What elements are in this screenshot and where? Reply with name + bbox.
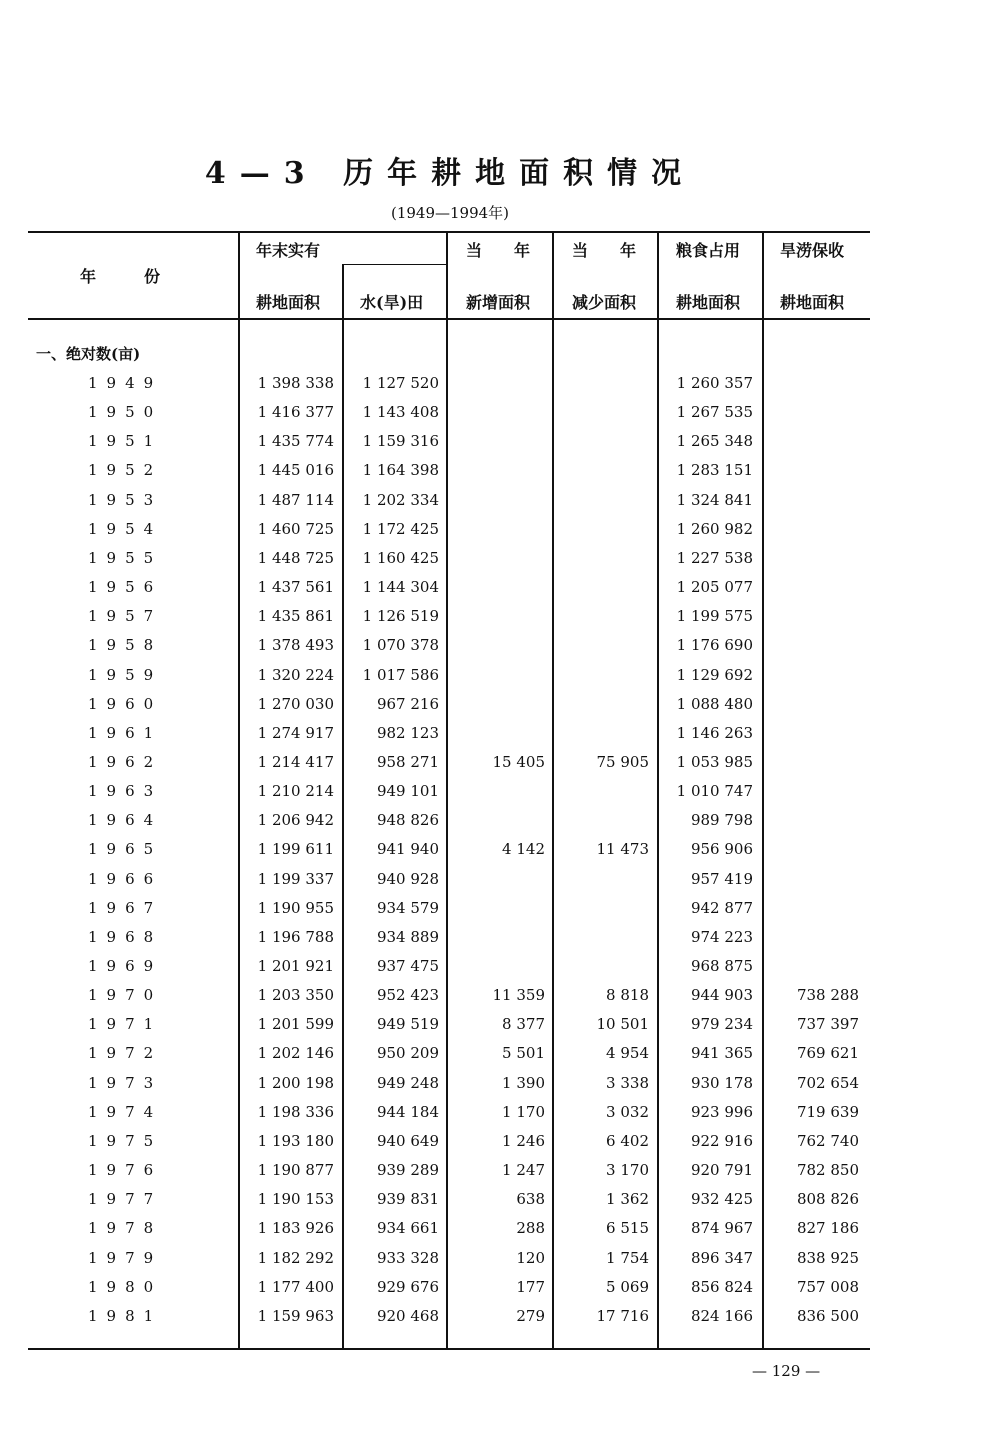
cell-c2: 949 519 bbox=[376, 1015, 439, 1034]
cell-year: 1966 bbox=[88, 869, 163, 888]
cell-c1: 1 190 877 bbox=[257, 1161, 334, 1180]
cell-c4: 3 338 bbox=[606, 1073, 649, 1092]
cell-year: 1963 bbox=[88, 782, 163, 801]
cell-c3: 1 170 bbox=[502, 1102, 545, 1121]
cell-year: 1956 bbox=[88, 578, 163, 597]
cell-c6: 719 639 bbox=[796, 1102, 859, 1121]
header-col4: 减少面积 bbox=[572, 293, 637, 312]
cell-c3: 5 501 bbox=[502, 1044, 545, 1063]
cell-c5: 1 205 077 bbox=[676, 578, 753, 597]
cell-c3: 4 142 bbox=[502, 840, 545, 859]
cell-c1: 1 487 114 bbox=[257, 490, 334, 509]
page-number: — 129 — bbox=[752, 1362, 821, 1380]
cell-year: 1960 bbox=[88, 694, 163, 713]
cell-c1: 1 274 917 bbox=[257, 723, 334, 742]
cell-c5: 1 260 357 bbox=[676, 374, 753, 392]
section-label: 一、绝对数(亩) bbox=[36, 345, 141, 363]
cell-c1: 1 203 350 bbox=[257, 986, 334, 1005]
cell-c2: 1 159 316 bbox=[362, 432, 439, 451]
cell-c5: 896 347 bbox=[690, 1248, 753, 1267]
cell-c2: 929 676 bbox=[376, 1277, 439, 1296]
table-row bbox=[0, 397, 1000, 426]
cell-c1: 1 320 224 bbox=[257, 665, 334, 684]
cell-c1: 1 437 561 bbox=[257, 578, 334, 597]
cell-c3: 120 bbox=[516, 1248, 545, 1267]
table-row bbox=[0, 893, 1000, 922]
cell-c2: 982 123 bbox=[376, 723, 439, 742]
table-row bbox=[0, 1213, 1000, 1242]
cell-c1: 1 199 611 bbox=[257, 840, 334, 859]
cell-c5: 957 419 bbox=[690, 869, 753, 888]
cell-c1: 1 159 963 bbox=[257, 1306, 334, 1325]
cell-year: 1959 bbox=[88, 665, 163, 684]
cell-c2: 958 271 bbox=[376, 752, 439, 771]
cell-year: 1965 bbox=[88, 840, 163, 859]
cell-c2: 1 017 586 bbox=[362, 665, 439, 684]
cell-c2: 1 144 304 bbox=[362, 578, 439, 597]
cell-year: 1964 bbox=[88, 811, 163, 830]
cell-c5: 968 875 bbox=[690, 957, 753, 975]
cell-c6: 808 826 bbox=[796, 1190, 859, 1209]
header-year: 年 份 bbox=[80, 267, 161, 286]
cell-c5: 1 227 538 bbox=[676, 548, 753, 567]
table-row bbox=[0, 1243, 1000, 1272]
cell-c2: 949 248 bbox=[376, 1073, 439, 1092]
table-row bbox=[0, 543, 1000, 572]
cell-c1: 1 196 788 bbox=[257, 927, 334, 946]
cell-c5: 1 324 841 bbox=[676, 490, 753, 509]
cell-c4: 6 515 bbox=[606, 1219, 649, 1238]
cell-c1: 1 460 725 bbox=[257, 519, 334, 538]
cell-c4: 3 170 bbox=[606, 1161, 649, 1180]
table-row bbox=[0, 455, 1000, 484]
cell-c2: 1 202 334 bbox=[362, 490, 439, 509]
cell-c3: 1 390 bbox=[502, 1073, 545, 1092]
cell-c5: 923 996 bbox=[690, 1102, 753, 1121]
cell-c1: 1 193 180 bbox=[257, 1131, 334, 1150]
cell-c1: 1 435 861 bbox=[257, 607, 334, 626]
cell-c4: 10 501 bbox=[596, 1015, 649, 1034]
cell-c5: 1 199 575 bbox=[676, 607, 753, 626]
table-row bbox=[0, 747, 1000, 776]
cell-year: 1952 bbox=[88, 461, 163, 480]
cell-year: 1954 bbox=[88, 519, 163, 538]
table-row bbox=[0, 805, 1000, 834]
cell-c6: 838 925 bbox=[796, 1248, 859, 1267]
cell-c4: 17 716 bbox=[596, 1306, 649, 1325]
cell-c2: 948 826 bbox=[376, 811, 439, 830]
table-row bbox=[0, 1126, 1000, 1155]
table-row bbox=[0, 864, 1000, 893]
cell-c6: 836 500 bbox=[796, 1306, 859, 1325]
cell-c3: 1 246 bbox=[502, 1131, 545, 1150]
cell-c2: 952 423 bbox=[376, 986, 439, 1005]
table-row bbox=[0, 718, 1000, 747]
cell-year: 1970 bbox=[88, 986, 163, 1005]
cell-c5: 1 267 535 bbox=[676, 403, 753, 422]
cell-year: 1971 bbox=[88, 1015, 163, 1034]
cell-c3: 177 bbox=[516, 1277, 545, 1296]
cell-year: 1950 bbox=[88, 403, 163, 422]
cell-c5: 1 053 985 bbox=[676, 752, 753, 771]
cell-c5: 942 877 bbox=[690, 898, 753, 917]
cell-c2: 939 289 bbox=[376, 1161, 439, 1180]
top-rule bbox=[28, 231, 870, 233]
cell-c1: 1 182 292 bbox=[257, 1248, 334, 1267]
table-row bbox=[0, 1068, 1000, 1097]
cell-c5: 922 916 bbox=[690, 1131, 753, 1150]
cell-c3: 1 247 bbox=[502, 1161, 545, 1180]
cell-c1: 1 206 942 bbox=[257, 811, 334, 830]
cell-c1: 1 202 146 bbox=[257, 1044, 334, 1063]
table-row bbox=[0, 1097, 1000, 1126]
cell-c5: 941 365 bbox=[690, 1044, 753, 1063]
cell-c1: 1 201 921 bbox=[257, 957, 334, 975]
cell-c4: 8 818 bbox=[606, 986, 649, 1005]
table-row bbox=[0, 630, 1000, 659]
cell-c6: 827 186 bbox=[796, 1219, 859, 1238]
cell-c5: 979 234 bbox=[690, 1015, 753, 1034]
table-row bbox=[0, 660, 1000, 689]
cell-c6: 762 740 bbox=[796, 1131, 859, 1150]
header-col5-top: 粮食占用 bbox=[676, 241, 741, 260]
table-row bbox=[0, 834, 1000, 863]
cell-c5: 1 283 151 bbox=[676, 461, 753, 480]
cell-year: 1953 bbox=[88, 490, 163, 509]
cell-year: 1981 bbox=[88, 1306, 163, 1325]
cell-c1: 1 190 955 bbox=[257, 898, 334, 917]
cell-c4: 3 032 bbox=[606, 1102, 649, 1121]
table-row bbox=[0, 601, 1000, 630]
cell-c5: 974 223 bbox=[690, 927, 753, 946]
cell-c6: 702 654 bbox=[796, 1073, 859, 1092]
cell-c1: 1 398 338 bbox=[257, 374, 334, 392]
header-col3-top: 当 年 bbox=[466, 241, 531, 260]
header-col3: 新增面积 bbox=[466, 293, 531, 312]
cell-c2: 1 126 519 bbox=[362, 607, 439, 626]
cell-c2: 934 661 bbox=[376, 1219, 439, 1238]
cell-c1: 1 270 030 bbox=[257, 694, 334, 713]
cell-c3: 279 bbox=[516, 1306, 545, 1325]
cell-c5: 1 010 747 bbox=[676, 782, 753, 801]
cell-c2: 920 468 bbox=[376, 1306, 439, 1325]
cell-c1: 1 201 599 bbox=[257, 1015, 334, 1034]
cell-c4: 5 069 bbox=[606, 1277, 649, 1296]
table-row bbox=[0, 1009, 1000, 1038]
cell-year: 1958 bbox=[88, 636, 163, 655]
cell-year: 1955 bbox=[88, 548, 163, 567]
cell-c5: 930 178 bbox=[690, 1073, 753, 1092]
table-row bbox=[0, 572, 1000, 601]
cell-c6: 769 621 bbox=[796, 1044, 859, 1063]
table-row bbox=[0, 1184, 1000, 1213]
table-row bbox=[0, 980, 1000, 1009]
cell-c5: 944 903 bbox=[690, 986, 753, 1005]
cell-year: 1978 bbox=[88, 1219, 163, 1238]
cell-c2: 933 328 bbox=[376, 1248, 439, 1267]
table-row bbox=[0, 776, 1000, 805]
cell-c1: 1 183 926 bbox=[257, 1219, 334, 1238]
header-col1: 耕地面积 bbox=[256, 293, 321, 312]
cell-c2: 1 070 378 bbox=[362, 636, 439, 655]
cell-year: 1979 bbox=[88, 1248, 163, 1267]
cell-c2: 950 209 bbox=[376, 1044, 439, 1063]
cell-c2: 934 889 bbox=[376, 927, 439, 946]
cell-year: 1976 bbox=[88, 1161, 163, 1180]
table-row bbox=[0, 1155, 1000, 1184]
header-bottom-rule bbox=[28, 318, 870, 320]
table-title: 4—3 历年耕地面积情况 bbox=[204, 156, 696, 191]
cell-c5: 932 425 bbox=[690, 1190, 753, 1209]
table-row bbox=[0, 689, 1000, 718]
cell-year: 1957 bbox=[88, 607, 163, 626]
cell-c1: 1 190 153 bbox=[257, 1190, 334, 1209]
bottom-rule bbox=[28, 1348, 870, 1350]
cell-c2: 1 143 408 bbox=[362, 403, 439, 422]
group-rule bbox=[343, 264, 447, 265]
cell-c1: 1 378 493 bbox=[257, 636, 334, 655]
cell-c1: 1 416 377 bbox=[257, 403, 334, 422]
cell-c4: 1 362 bbox=[606, 1190, 649, 1209]
cell-c2: 939 831 bbox=[376, 1190, 439, 1209]
cell-c4: 75 905 bbox=[596, 752, 649, 771]
cell-c3: 8 377 bbox=[502, 1015, 545, 1034]
cell-year: 1975 bbox=[88, 1131, 163, 1150]
cell-c3: 288 bbox=[516, 1219, 545, 1238]
cell-c5: 1 260 982 bbox=[676, 519, 753, 538]
cell-c2: 1 164 398 bbox=[362, 461, 439, 480]
cell-c5: 956 906 bbox=[690, 840, 753, 859]
cell-c2: 934 579 bbox=[376, 898, 439, 917]
cell-year: 1969 bbox=[88, 957, 163, 975]
cell-c1: 1 448 725 bbox=[257, 548, 334, 567]
header-col6-top: 旱涝保收 bbox=[780, 241, 845, 260]
cell-year: 1968 bbox=[88, 927, 163, 946]
cell-year: 1980 bbox=[88, 1277, 163, 1296]
cell-year: 1974 bbox=[88, 1102, 163, 1121]
cell-c1: 1 435 774 bbox=[257, 432, 334, 451]
cell-c6: 738 288 bbox=[796, 986, 859, 1005]
cell-c2: 949 101 bbox=[376, 782, 439, 801]
cell-c4: 1 754 bbox=[606, 1248, 649, 1267]
cell-c2: 937 475 bbox=[376, 957, 439, 975]
cell-year: 1951 bbox=[88, 432, 163, 451]
cell-c5: 1 265 348 bbox=[676, 432, 753, 451]
table-row bbox=[0, 426, 1000, 455]
cell-c2: 944 184 bbox=[376, 1102, 439, 1121]
cell-c6: 757 008 bbox=[796, 1277, 859, 1296]
cell-c1: 1 200 198 bbox=[257, 1073, 334, 1092]
header-col2: 水(旱)田 bbox=[360, 293, 424, 312]
table-row bbox=[0, 951, 1000, 980]
cell-year: 1962 bbox=[88, 752, 163, 771]
cell-c2: 967 216 bbox=[376, 694, 439, 713]
table-row bbox=[0, 485, 1000, 514]
table-row bbox=[0, 1272, 1000, 1301]
table-row bbox=[0, 1038, 1000, 1067]
cell-c5: 1 176 690 bbox=[676, 636, 753, 655]
cell-c6: 782 850 bbox=[796, 1161, 859, 1180]
cell-c2: 1 127 520 bbox=[362, 374, 439, 392]
cell-c6: 737 397 bbox=[796, 1015, 859, 1034]
cell-year: 1973 bbox=[88, 1073, 163, 1092]
cell-c5: 989 798 bbox=[690, 811, 753, 830]
cell-c4: 11 473 bbox=[596, 840, 649, 859]
cell-c1: 1 177 400 bbox=[257, 1277, 334, 1296]
table-row bbox=[0, 1301, 1000, 1330]
cell-c5: 1 129 692 bbox=[676, 665, 753, 684]
cell-c2: 941 940 bbox=[376, 840, 439, 859]
cell-c5: 824 166 bbox=[690, 1306, 753, 1325]
cell-c2: 940 649 bbox=[376, 1131, 439, 1150]
table-row bbox=[0, 514, 1000, 543]
cell-c1: 1 199 337 bbox=[257, 869, 334, 888]
table-subtitle: (1949—1994年) bbox=[390, 204, 510, 222]
cell-c5: 874 967 bbox=[690, 1219, 753, 1238]
cell-c1: 1 214 417 bbox=[257, 752, 334, 771]
cell-c5: 920 791 bbox=[690, 1161, 753, 1180]
cell-year: 1967 bbox=[88, 898, 163, 917]
cell-c5: 856 824 bbox=[690, 1277, 753, 1296]
cell-year: 1961 bbox=[88, 723, 163, 742]
cell-c5: 1 088 480 bbox=[676, 694, 753, 713]
header-col6: 耕地面积 bbox=[780, 293, 845, 312]
header-col5: 耕地面积 bbox=[676, 293, 741, 312]
cell-year: 1972 bbox=[88, 1044, 163, 1063]
cell-c1: 1 198 336 bbox=[257, 1102, 334, 1121]
cell-year: 1949 bbox=[88, 374, 163, 392]
header-group-top: 年末实有 bbox=[256, 241, 321, 260]
cell-c5: 1 146 263 bbox=[676, 723, 753, 742]
cell-c2: 940 928 bbox=[376, 869, 439, 888]
cell-c2: 1 172 425 bbox=[362, 519, 439, 538]
cell-c3: 638 bbox=[516, 1190, 545, 1209]
cell-c4: 6 402 bbox=[606, 1131, 649, 1150]
cell-c1: 1 445 016 bbox=[257, 461, 334, 480]
cell-c3: 15 405 bbox=[492, 752, 545, 771]
cell-c2: 1 160 425 bbox=[362, 548, 439, 567]
header-col4-top: 当 年 bbox=[572, 241, 637, 260]
cell-year: 1977 bbox=[88, 1190, 163, 1209]
cell-c1: 1 210 214 bbox=[257, 782, 334, 801]
cell-c3: 11 359 bbox=[492, 986, 545, 1005]
cell-c4: 4 954 bbox=[606, 1044, 649, 1063]
table-row bbox=[0, 368, 1000, 397]
table-row bbox=[0, 922, 1000, 951]
